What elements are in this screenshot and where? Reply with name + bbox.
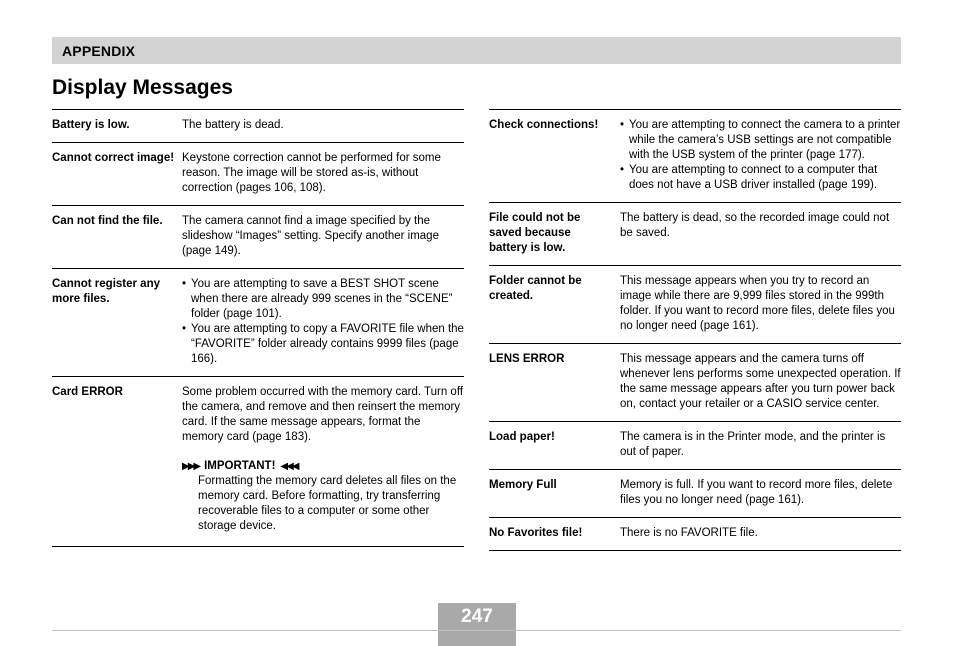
message-name: Can not find the file. <box>52 215 163 227</box>
important-label: IMPORTANT! <box>204 460 276 472</box>
message-row <box>489 469 901 517</box>
bullet-item: • You are attempting to connect the camera to a printer while the camera’s USB settings are not compatible with the USB system of the printer (page 177). <box>620 118 901 163</box>
message-row <box>52 268 464 376</box>
message-description <box>182 385 464 534</box>
messages-table-left <box>52 109 464 547</box>
message-description: Memory is full. If you want to record more files, delete files you no longer need (page 161). <box>620 479 893 506</box>
message-name: No Favorites file! <box>489 527 583 539</box>
bullet-item: • You are attempting to connect to a computer that does not have a USB driver installed (page 199). <box>620 163 901 193</box>
message-name: Load paper! <box>489 431 555 443</box>
message-row <box>489 202 901 265</box>
message-description: Keystone correction cannot be performed for some reason. The image will be stored as-is, without correction (pages 106, 108). <box>182 152 441 194</box>
message-description-text: Some problem occurred with the memory card. Turn off the camera, and remove and then reinsert the memory card. If the same message appears, format the memory card (page 183). <box>182 386 464 443</box>
message-row <box>52 205 464 268</box>
message-name: Battery is low. <box>52 119 130 131</box>
section-header-bar <box>52 37 901 64</box>
page-number-box <box>438 603 516 645</box>
message-name: Cannot correct image! <box>52 152 175 164</box>
message-row <box>489 517 901 551</box>
bullet-list <box>182 277 464 367</box>
message-row <box>52 376 464 547</box>
message-row <box>489 109 901 202</box>
arrow-left-icon: ◀◀◀ <box>280 461 298 472</box>
message-description: There is no FAVORITE file. <box>620 527 758 539</box>
section-label: APPENDIX <box>62 43 136 59</box>
important-heading <box>182 459 464 474</box>
message-description: The battery is dead. <box>182 119 284 131</box>
bullet-list <box>620 118 901 193</box>
message-description: The camera is in the Printer mode, and the printer is out of paper. <box>620 431 886 458</box>
message-row <box>489 343 901 421</box>
message-row <box>52 109 464 142</box>
page-number: 247 <box>461 606 493 627</box>
message-row <box>489 265 901 343</box>
message-description: The camera cannot find a image specified by the slideshow “Images” setting. Specify another image (page 149). <box>182 215 439 257</box>
message-description <box>182 277 464 367</box>
page-title: Display Messages <box>52 76 233 99</box>
message-description: This message appears when you try to record an image while there are 9,999 files stored in the 999th folder. If you want to record more files, delete files you no longer need (page 161). <box>620 275 895 332</box>
message-name: File could not be saved because battery is low. <box>489 212 581 254</box>
message-name: Check connections! <box>489 119 599 131</box>
message-description <box>620 118 901 193</box>
message-description: The battery is dead, so the recorded image could not be saved. <box>620 212 890 239</box>
message-name: Cannot register any more files. <box>52 278 160 305</box>
message-row <box>489 421 901 469</box>
messages-table-right <box>489 109 901 551</box>
page-number-box-bottom <box>438 631 516 646</box>
message-name: LENS ERROR <box>489 353 565 365</box>
bullet-item: • You are attempting to save a BEST SHOT scene when there are already 999 scenes in the “SCENE” folder (page 101). <box>182 277 464 322</box>
important-note <box>182 459 464 534</box>
important-text: Formatting the memory card deletes all files on the memory card. Before formatting, try transferring recoverable files to a computer or some other storage device. <box>198 475 457 532</box>
message-name: Card ERROR <box>52 386 123 398</box>
message-name: Folder cannot be created. <box>489 275 582 302</box>
message-name: Memory Full <box>489 479 557 491</box>
message-description: This message appears and the camera turns off whenever lens performs some unexpected operation. If the same message appears after you turn power back on, contact your retailer or a CASIO service center. <box>620 353 901 410</box>
bullet-item: • You are attempting to copy a FAVORITE file when the “FAVORITE” folder already contains 9999 files (page 166). <box>182 322 464 367</box>
arrow-right-icon: ▶▶▶ <box>182 461 200 472</box>
message-row <box>52 142 464 205</box>
